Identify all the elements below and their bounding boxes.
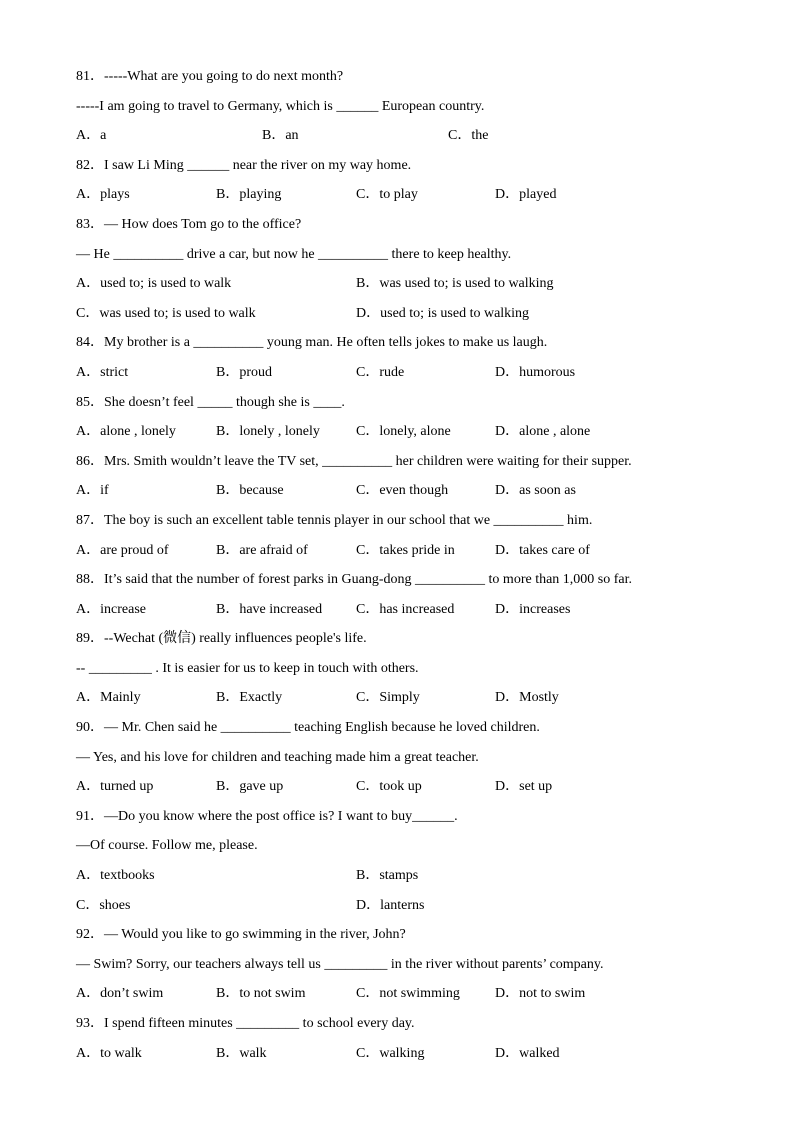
answer-option[interactable] — [76, 1039, 142, 1069]
option-letter: C． — [356, 690, 380, 706]
option-letter: C． — [76, 897, 100, 913]
answer-option[interactable] — [356, 299, 529, 329]
question-block — [76, 388, 676, 447]
answer-option[interactable] — [356, 683, 420, 713]
answer-option[interactable] — [495, 595, 570, 625]
option-letter: B． — [216, 1045, 240, 1061]
option-letter: B． — [216, 690, 240, 706]
answer-option[interactable] — [216, 417, 320, 447]
option-letter: C． — [356, 986, 380, 1002]
option-letter: B． — [216, 542, 240, 558]
answer-option[interactable] — [76, 772, 153, 802]
answer-option[interactable] — [76, 595, 146, 625]
option-letter: B． — [216, 364, 240, 380]
answer-option[interactable] — [76, 891, 130, 921]
option-letter: A． — [76, 128, 101, 144]
answer-option[interactable] — [216, 595, 322, 625]
answer-option[interactable] — [356, 180, 418, 210]
answer-option[interactable] — [356, 269, 554, 299]
option-text: not to swim — [519, 986, 586, 1002]
answer-option[interactable] — [76, 536, 169, 566]
question-stem: 87．The boy is such an excellent table tennis player in our school that we __________ him. — [76, 512, 593, 528]
option-text: increases — [519, 601, 571, 617]
question-dialogue-line: -- _________ . It is easier for us to keep in touch with others. — [76, 660, 419, 676]
option-letter: C． — [76, 305, 100, 321]
option-text: was used to; is used to walk — [99, 305, 256, 321]
answer-option[interactable] — [262, 121, 299, 151]
options-row — [76, 683, 676, 713]
answer-option[interactable] — [356, 861, 418, 891]
question-dialogue-line: —Of course. Follow me, please. — [76, 838, 258, 854]
option-letter: A． — [76, 601, 101, 617]
option-text: was used to; is used to walking — [379, 276, 554, 292]
option-letter: C． — [356, 601, 380, 617]
question-block — [76, 624, 676, 713]
option-letter: B． — [216, 986, 240, 1002]
option-letter: D． — [356, 305, 381, 321]
option-text: humorous — [519, 364, 576, 380]
option-letter: D． — [495, 364, 520, 380]
answer-option[interactable] — [356, 417, 451, 447]
answer-option[interactable] — [495, 358, 575, 388]
option-text: Mostly — [519, 690, 559, 706]
option-letter: D． — [495, 424, 520, 440]
option-text: lonely , lonely — [239, 424, 320, 440]
question-block — [76, 565, 676, 624]
option-text: strict — [100, 364, 129, 380]
answer-option[interactable] — [495, 683, 559, 713]
answer-option[interactable] — [356, 772, 422, 802]
option-letter: B． — [356, 276, 380, 292]
option-text: an — [285, 128, 299, 144]
question-dialogue-line: — He __________ drive a car, but now he __________ there to keep healthy. — [76, 246, 512, 262]
options-row — [76, 1039, 676, 1069]
question-stem: 85．She doesn’t feel _____ though she is ____. — [76, 394, 345, 410]
option-text: increase — [100, 601, 146, 617]
question-stem: 89．--Wechat (微信) really influences people's life. — [76, 631, 367, 647]
question-stem: 86．Mrs. Smith wouldn’t leave the TV set, __________ her children were waiting for their supper. — [76, 453, 632, 469]
option-text: to play — [379, 187, 418, 203]
option-text: to not swim — [239, 986, 306, 1002]
answer-option[interactable] — [216, 476, 284, 506]
question-dialogue-line: — Swim? Sorry, our teachers always tell us _________ in the river without parents’ company. — [76, 956, 604, 972]
option-text: to walk — [100, 1045, 142, 1061]
option-letter: B． — [356, 868, 380, 884]
answer-option[interactable] — [495, 180, 556, 210]
option-text: shoes — [99, 897, 131, 913]
answer-option[interactable] — [356, 536, 455, 566]
question-block — [76, 151, 676, 210]
option-text: rude — [379, 364, 405, 380]
question-stem: 93．I spend fifteen minutes _________ to school every day. — [76, 1016, 415, 1031]
option-text: lanterns — [380, 897, 425, 913]
option-letter: A． — [76, 364, 101, 380]
question-stem: 88．It’s said that the number of forest parks in Guang-dong __________ to more than 1,000 so far. — [76, 572, 633, 588]
answer-option[interactable] — [76, 180, 130, 210]
question-stem: 91．—Do you know where the post office is? I want to buy______. — [76, 808, 458, 824]
option-letter: A． — [76, 276, 101, 292]
option-letter: C． — [356, 1045, 380, 1061]
option-text: used to; is used to walk — [100, 276, 232, 292]
option-letter: C． — [356, 424, 380, 440]
question-block — [76, 713, 676, 802]
options-row — [76, 269, 676, 299]
answer-option[interactable] — [448, 121, 488, 151]
answer-option[interactable] — [495, 536, 590, 566]
option-text: a — [100, 128, 107, 144]
answer-option[interactable] — [216, 1039, 267, 1069]
option-text: played — [519, 187, 557, 203]
question-block — [76, 328, 676, 387]
question-dialogue-line: -----I am going to travel to Germany, which is ______ European country. — [76, 98, 485, 114]
option-letter: D． — [495, 1045, 520, 1061]
question-block — [76, 920, 676, 1009]
option-text: walk — [239, 1045, 267, 1061]
question-block — [76, 506, 676, 565]
option-letter: D． — [495, 601, 520, 617]
answer-option[interactable] — [356, 358, 404, 388]
answer-option[interactable] — [216, 180, 281, 210]
options-row — [76, 417, 676, 447]
option-text: proud — [239, 364, 273, 380]
answer-option[interactable] — [495, 1039, 560, 1069]
option-text: as soon as — [519, 483, 576, 499]
option-text: Mainly — [100, 690, 141, 706]
options-row — [76, 180, 676, 210]
option-letter: B． — [216, 187, 240, 203]
answer-option[interactable] — [76, 683, 141, 713]
answer-option[interactable] — [356, 979, 460, 1009]
option-text: takes care of — [519, 542, 590, 558]
options-row — [76, 358, 676, 388]
option-letter: B． — [216, 601, 240, 617]
answer-option[interactable] — [495, 772, 552, 802]
option-text: playing — [239, 187, 282, 203]
option-letter: A． — [76, 424, 101, 440]
answer-option[interactable] — [216, 683, 282, 713]
question-block — [76, 447, 676, 506]
option-text: don’t swim — [100, 986, 164, 1002]
option-text: alone , alone — [519, 424, 591, 440]
option-text: because — [239, 483, 284, 499]
option-text: gave up — [239, 779, 284, 795]
options-row — [76, 476, 676, 506]
option-letter: D． — [495, 187, 520, 203]
answer-option[interactable] — [76, 358, 128, 388]
options-row — [76, 772, 676, 802]
option-letter: B． — [216, 779, 240, 795]
option-text: has increased — [379, 601, 455, 617]
answer-option[interactable] — [76, 269, 231, 299]
option-text: textbooks — [100, 868, 155, 884]
answer-option[interactable] — [495, 476, 576, 506]
answer-option[interactable] — [356, 891, 424, 921]
options-row — [76, 595, 676, 625]
option-text: not swimming — [379, 986, 460, 1002]
option-letter: C． — [356, 483, 380, 499]
option-text: if — [100, 483, 109, 499]
answer-option[interactable] — [76, 417, 176, 447]
option-letter: D． — [495, 779, 520, 795]
option-text: turned up — [100, 779, 154, 795]
question-block — [76, 210, 676, 328]
option-letter: C． — [356, 779, 380, 795]
option-text: alone , lonely — [100, 424, 176, 440]
question-stem: 81．-----What are you going to do next month? — [76, 69, 344, 84]
option-letter: A． — [76, 542, 101, 558]
option-letter: A． — [76, 483, 101, 499]
answer-option[interactable] — [76, 861, 155, 891]
options-row — [76, 536, 676, 566]
option-text: used to; is used to walking — [380, 305, 530, 321]
options-row — [76, 979, 676, 1009]
option-letter: B． — [216, 483, 240, 499]
question-block — [76, 62, 676, 151]
option-text: took up — [379, 779, 422, 795]
option-letter: D． — [495, 542, 520, 558]
question-stem: 83．— How does Tom go to the office? — [76, 216, 302, 232]
answer-option[interactable] — [495, 979, 585, 1009]
option-letter: B． — [216, 424, 240, 440]
answer-option[interactable] — [216, 772, 283, 802]
option-text: have increased — [239, 601, 323, 617]
answer-option[interactable] — [495, 417, 590, 447]
option-text: walked — [519, 1045, 560, 1061]
answer-option[interactable] — [76, 979, 163, 1009]
option-letter: A． — [76, 868, 101, 884]
option-letter: A． — [76, 986, 101, 1002]
question-stem: 90．— Mr. Chen said he __________ teaching English because he loved children. — [76, 720, 540, 736]
option-letter: D． — [356, 897, 381, 913]
option-letter: D． — [495, 690, 520, 706]
answer-option[interactable] — [216, 358, 272, 388]
option-text: plays — [100, 187, 130, 203]
question-block — [76, 1009, 676, 1068]
option-text: the — [471, 128, 489, 144]
option-text: are proud of — [100, 542, 169, 558]
option-text: walking — [379, 1045, 425, 1061]
answer-option[interactable] — [356, 595, 454, 625]
answer-option[interactable] — [356, 476, 448, 506]
option-text: stamps — [379, 868, 419, 884]
option-letter: C． — [356, 187, 380, 203]
question-stem: 92．— Would you like to go swimming in the river, John? — [76, 927, 406, 943]
options-row — [76, 891, 676, 921]
answer-option[interactable] — [76, 476, 109, 506]
answer-option[interactable] — [76, 299, 256, 329]
option-letter: A． — [76, 1045, 101, 1061]
question-stem: 84．My brother is a __________ young man. He often tells jokes to make us laugh. — [76, 335, 548, 351]
answer-option[interactable] — [356, 1039, 424, 1069]
answer-option[interactable] — [76, 121, 106, 151]
question-stem: 82．I saw Li Ming ______ near the river on my way home. — [76, 157, 412, 173]
options-row — [76, 861, 676, 891]
option-letter: A． — [76, 779, 101, 795]
options-row — [76, 121, 676, 151]
option-letter: C． — [356, 364, 380, 380]
option-letter: D． — [495, 483, 520, 499]
option-text: even though — [379, 483, 449, 499]
option-letter: D． — [495, 986, 520, 1002]
option-text: are afraid of — [239, 542, 308, 558]
option-text: lonely, alone — [379, 424, 451, 440]
option-text: takes pride in — [379, 542, 455, 558]
option-letter: C． — [356, 542, 380, 558]
answer-option[interactable] — [216, 979, 305, 1009]
option-text: set up — [519, 779, 553, 795]
question-block — [76, 802, 676, 920]
option-text: Simply — [379, 690, 420, 706]
option-text: Exactly — [239, 690, 283, 706]
option-letter: A． — [76, 690, 101, 706]
option-letter: B． — [262, 128, 286, 144]
option-letter: C． — [448, 128, 472, 144]
option-letter: A． — [76, 187, 101, 203]
question-dialogue-line: — Yes, and his love for children and teaching made him a great teacher. — [76, 749, 479, 765]
options-row — [76, 299, 676, 329]
question-list — [76, 62, 676, 1068]
answer-option[interactable] — [216, 536, 308, 566]
